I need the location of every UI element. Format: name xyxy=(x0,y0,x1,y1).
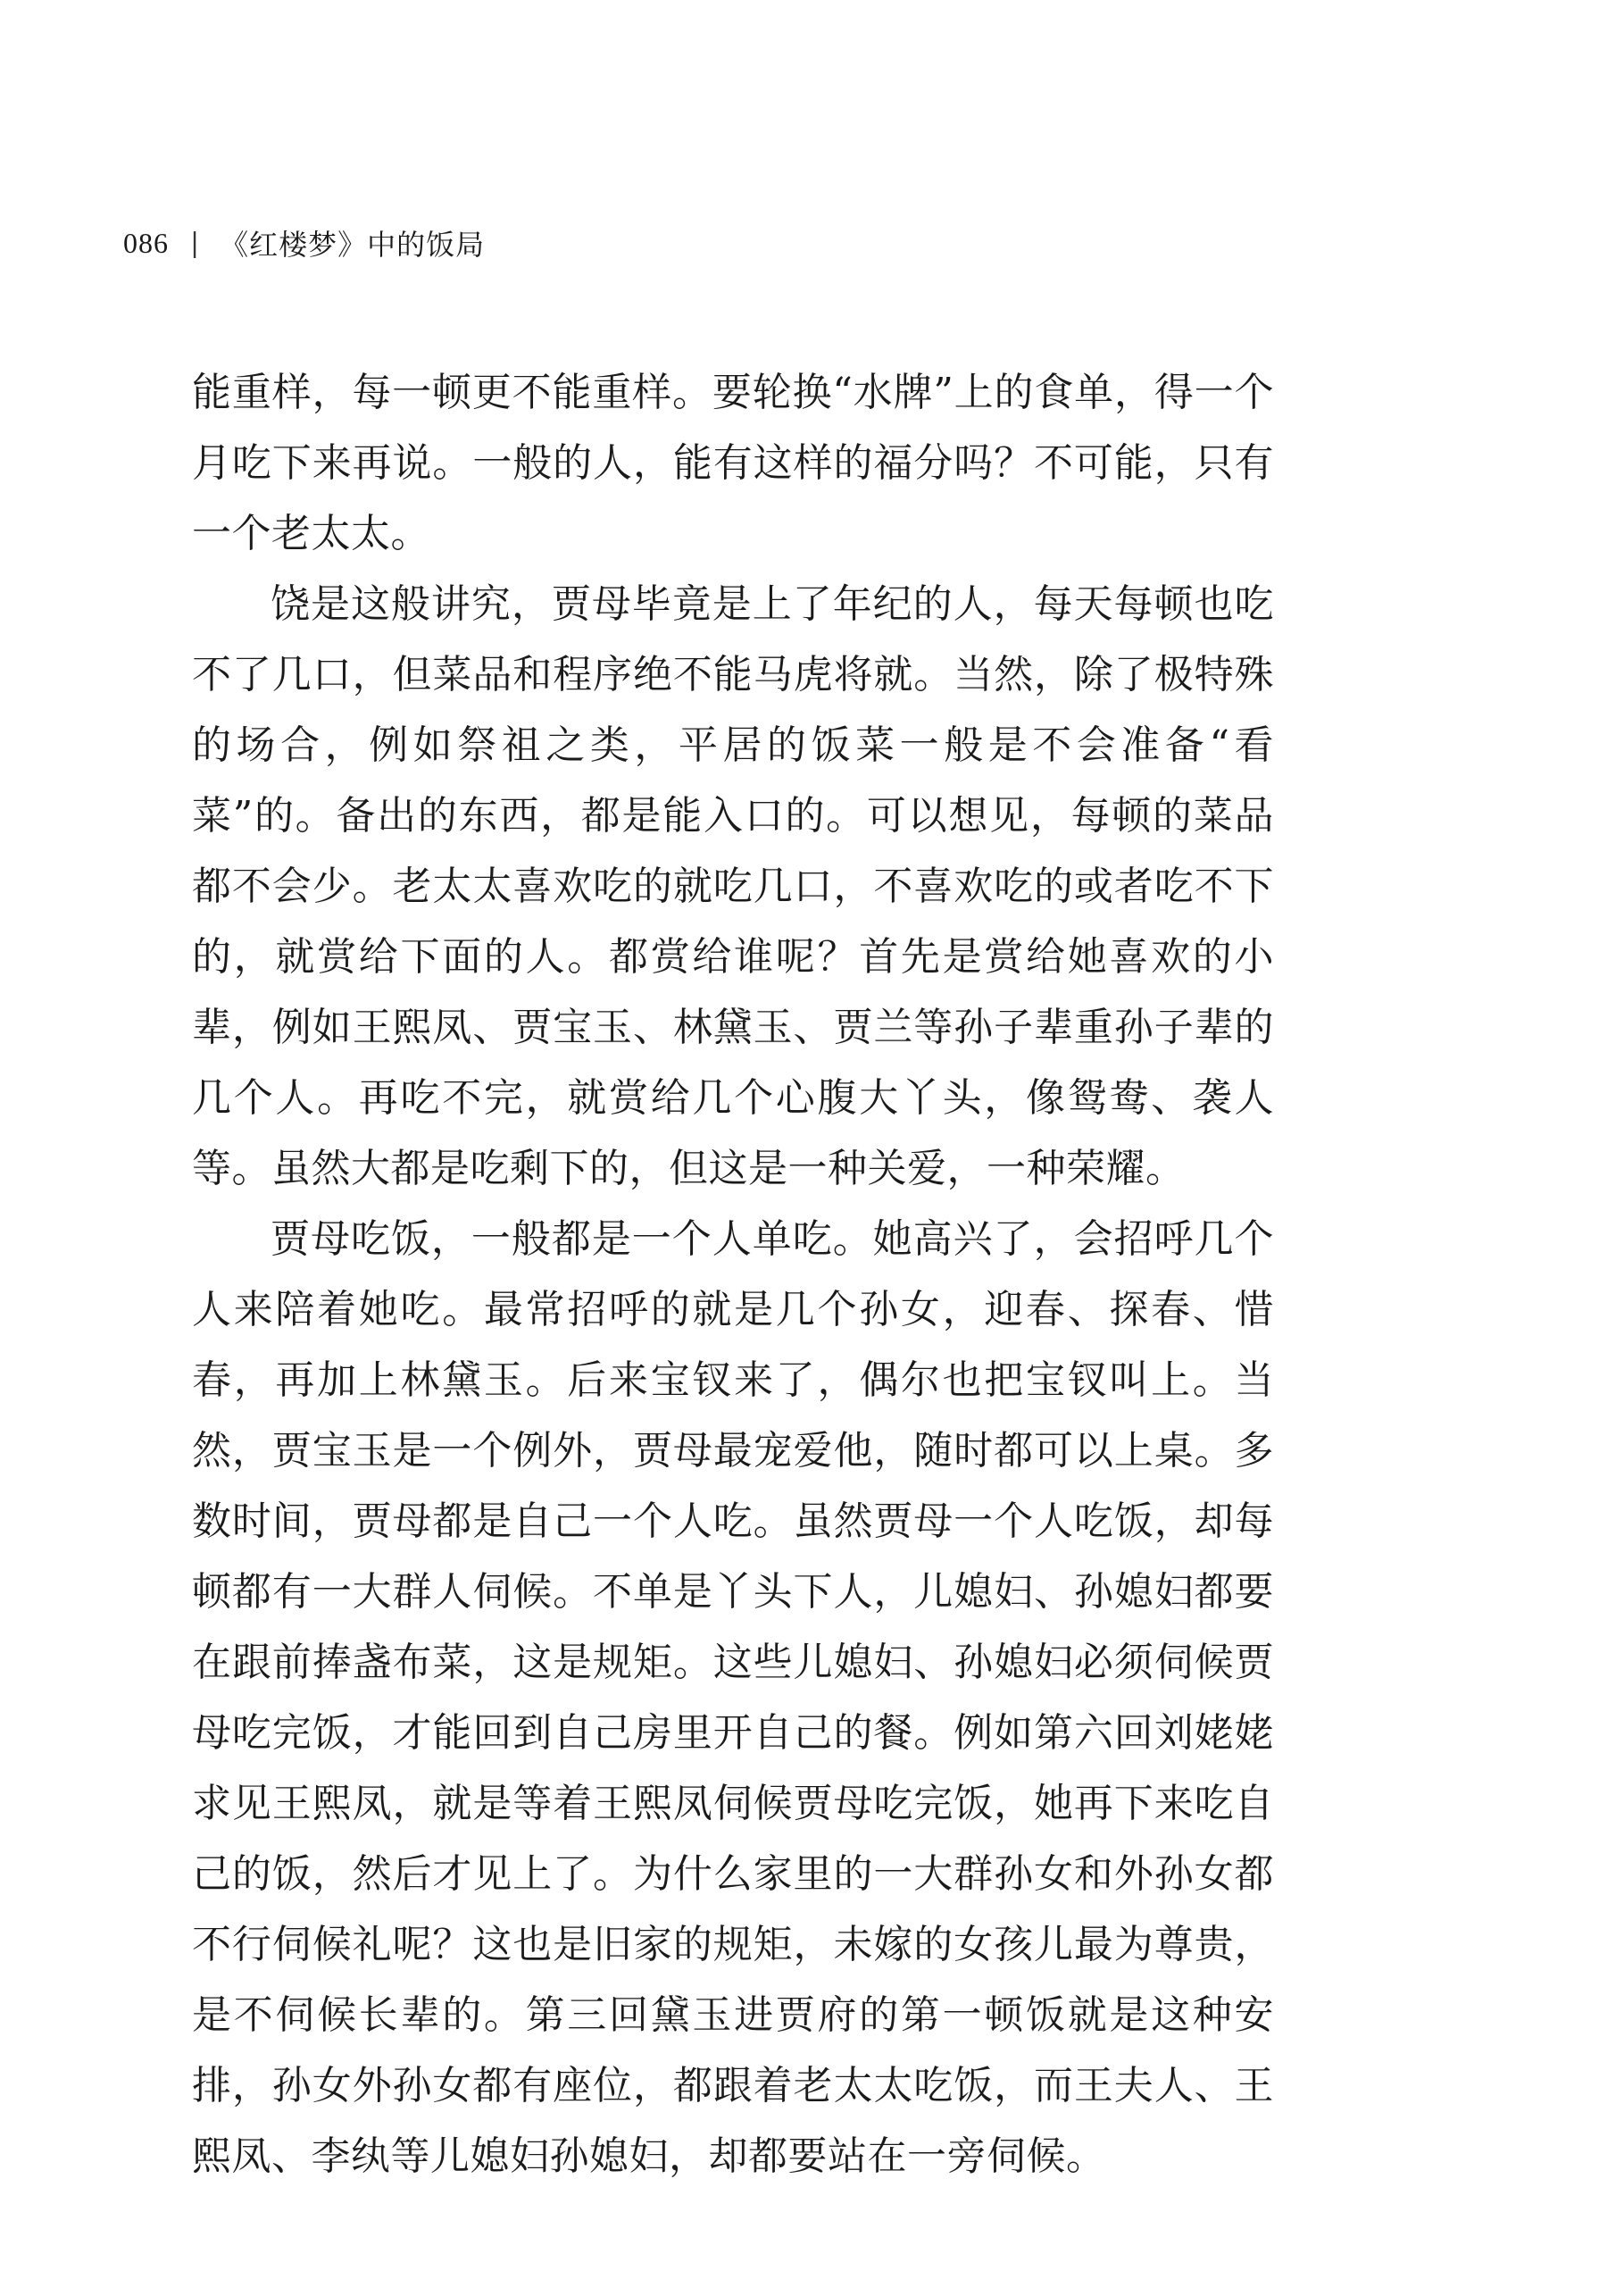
running-header xyxy=(123,218,485,268)
book-title: 《红楼梦》中的饭局 xyxy=(220,228,486,262)
paragraph-1: 能重样，每一顿更不能重样。要轮换“水牌”上的食单，得一个月吃下来再说。一般的人，能有这样的福分吗？不可能，只有一个老太太。 xyxy=(192,370,1274,556)
paragraph-2: 饶是这般讲究，贾母毕竟是上了年纪的人，每天每顿也吃不了几口，但菜品和程序绝不能马虎将就。当然，除了极特殊的场合，例如祭祖之类，平居的饭菜一般是不会准备“看菜”的。备出的东西，都是能入口的。可以想见，每顿的菜品都不会少。老太太喜欢吃的就吃几口，不喜欢吃的或者吃不下的，就赏给下面的人。都赏给谁呢？首先是赏给她喜欢的小辈，例如王熙凤、贾宝玉、林黛玉、贾兰等孙子辈重孙子辈的几个人。再吃不完，就赏给几个心腹大丫头，像鸳鸯、袭人等。虽然大都是吃剩下的，但这是一种关爱，一种荣耀。 xyxy=(192,581,1274,1191)
body-text xyxy=(192,357,1274,2191)
page-number: 086 xyxy=(123,226,169,259)
paragraph-3: 贾母吃饭，一般都是一个人单吃。她高兴了，会招呼几个人来陪着她吃。最常招呼的就是几个孙女，迎春、探春、惜春，再加上林黛玉。后来宝钗来了，偶尔也把宝钗叫上。当然，贾宝玉是一个例外，贾母最宠爱他，随时都可以上桌。多数时间，贾母都是自己一个人吃。虽然贾母一个人吃饭，却每顿都有一大群人伺候。不单是丫头下人，儿媳妇、孙媳妇都要在跟前捧盏布菜，这是规矩。这些儿媳妇、孙媳妇必须伺候贾母吃完饭，才能回到自己房里开自己的餐。例如第六回刘姥姥求见王熙凤，就是等着王熙凤伺候贾母吃完饭，她再下来吃自己的饭，然后才见上了。为什么家里的一大群孙女和外孙女都不行伺候礼呢？这也是旧家的规矩，未嫁的女孩儿最为尊贵，是不伺候长辈的。第三回黛玉进贾府的第一顿饭就是这种安排，孙女外孙女都有座位，都跟着老太太吃饭，而王夫人、王熙凤、李纨等儿媳妇孙媳妇，却都要站在一旁伺候。 xyxy=(192,1216,1274,2179)
header-separator: | xyxy=(190,227,201,259)
